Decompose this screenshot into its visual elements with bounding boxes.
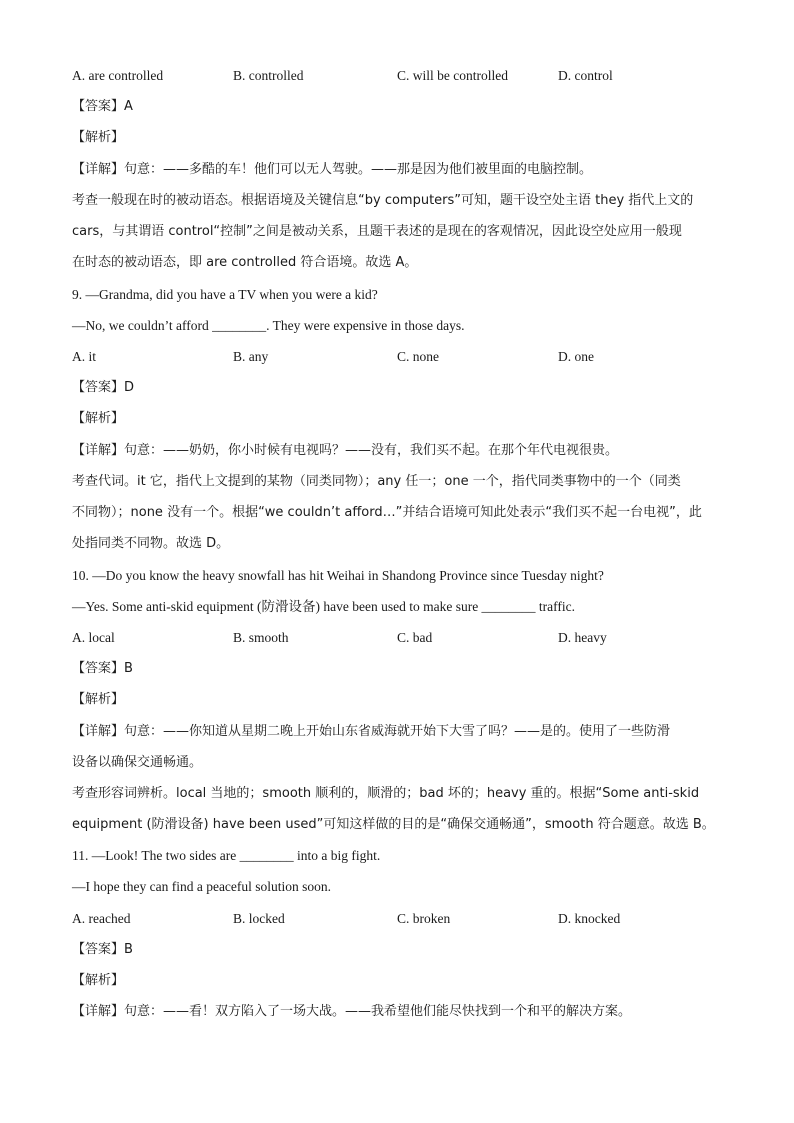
q10-answer: 【答案】B (72, 661, 133, 676)
q9-option-a: A. it (72, 349, 97, 364)
q11-stem: 11. —Look! The two sides are ________ into a big fight. (72, 848, 381, 863)
q9-explanation-line: 考查代词。it 它，指代上文提到的某物（同类同物）；any 任一；one 一个，指代同类事物中的一个（同类 (72, 474, 681, 489)
q11-answer: 【答案】B (72, 942, 133, 957)
q11-option-d: D. knocked (558, 911, 621, 926)
q9-option-b: B. any (233, 349, 269, 364)
q10-option-d: D. heavy (558, 630, 607, 645)
q8-option-b: B. controlled (233, 68, 304, 83)
q8-option-a: A. are controlled (72, 68, 164, 83)
q9-option-c: C. none (397, 349, 439, 364)
q8-option-c: C. will be controlled (397, 68, 508, 83)
q11-analysis-heading: 【解析】 (72, 973, 125, 988)
q9-stem-reply: —No, we couldn’t afford ________. They were expensive in those days. (72, 318, 465, 333)
q8-answer: 【答案】A (72, 99, 133, 114)
q11-stem-reply: —I hope they can find a peaceful solution soon. (72, 879, 332, 894)
q11-option-a: A. reached (72, 911, 131, 926)
q10-stem: 10. —Do you know the heavy snowfall has hit Weihai in Shandong Province since Tuesday night? (72, 568, 604, 583)
q9-option-d: D. one (558, 349, 594, 364)
q10-explanation-line: 考查形容词辨析。local 当地的；smooth 顺利的，顺滑的；bad 坏的；heavy 重的。根据“Some anti-skid (72, 786, 700, 801)
q10-option-c: C. bad (397, 630, 433, 645)
q9-explanation-line: 不同物）；none 没有一个。根据“we couldn’t afford…”并结合语境可知此处表示“我们买不起一台电视”，此 (72, 505, 702, 520)
q10-analysis-heading: 【解析】 (72, 692, 125, 707)
q9-detail: 【详解】句意：——奶奶，你小时候有电视吗？——没有，我们买不起。在那个年代电视很贵。 (72, 443, 619, 458)
q10-stem-reply: —Yes. Some anti-skid equipment (防滑设备) have been used to make sure ________ traffic. (72, 599, 576, 614)
q10-explanation-line: equipment (防滑设备) have been used”可知这样做的目的是“确保交通畅通”，smooth 符合题意。故选 B。 (72, 817, 715, 832)
q9-analysis-heading: 【解析】 (72, 411, 125, 426)
q8-explanation-line: 考查一般现在时的被动语态。根据语境及关键信息“by computers”可知，题干设空处主语 they 指代上文的 (72, 193, 694, 208)
q8-option-d: D. control (558, 68, 613, 83)
q8-analysis-heading: 【解析】 (72, 130, 125, 145)
q11-detail: 【详解】句意：——看！双方陷入了一场大战。——我希望他们能尽快找到一个和平的解决方案。 (72, 1004, 632, 1019)
q8-detail: 【详解】句意：——多酷的车！他们可以无人驾驶。——那是因为他们被里面的电脑控制。 (72, 162, 593, 177)
q9-stem: 9. —Grandma, did you have a TV when you were a kid? (72, 287, 378, 302)
q8-explanation-line: cars，与其谓语 control“控制”之间是被动关系，且题干表述的是现在的客观情况，因此设空处应用一般现 (72, 224, 682, 239)
q11-option-b: B. locked (233, 911, 285, 926)
q10-option-b: B. smooth (233, 630, 289, 645)
q9-explanation-line: 处指同类不同物。故选 D。 (72, 536, 230, 551)
q9-answer: 【答案】D (72, 380, 135, 395)
q10-detail-cont: 设备以确保交通畅通。 (72, 755, 203, 770)
q10-detail: 【详解】句意：——你知道从星期二晚上开始山东省威海就开始下大雪了吗？——是的。使用了一些防滑 (72, 724, 671, 739)
q11-option-c: C. broken (397, 911, 451, 926)
q10-option-a: A. local (72, 630, 115, 645)
q8-explanation-line: 在时态的被动语态，即 are controlled 符合语境。故选 A。 (72, 255, 418, 270)
